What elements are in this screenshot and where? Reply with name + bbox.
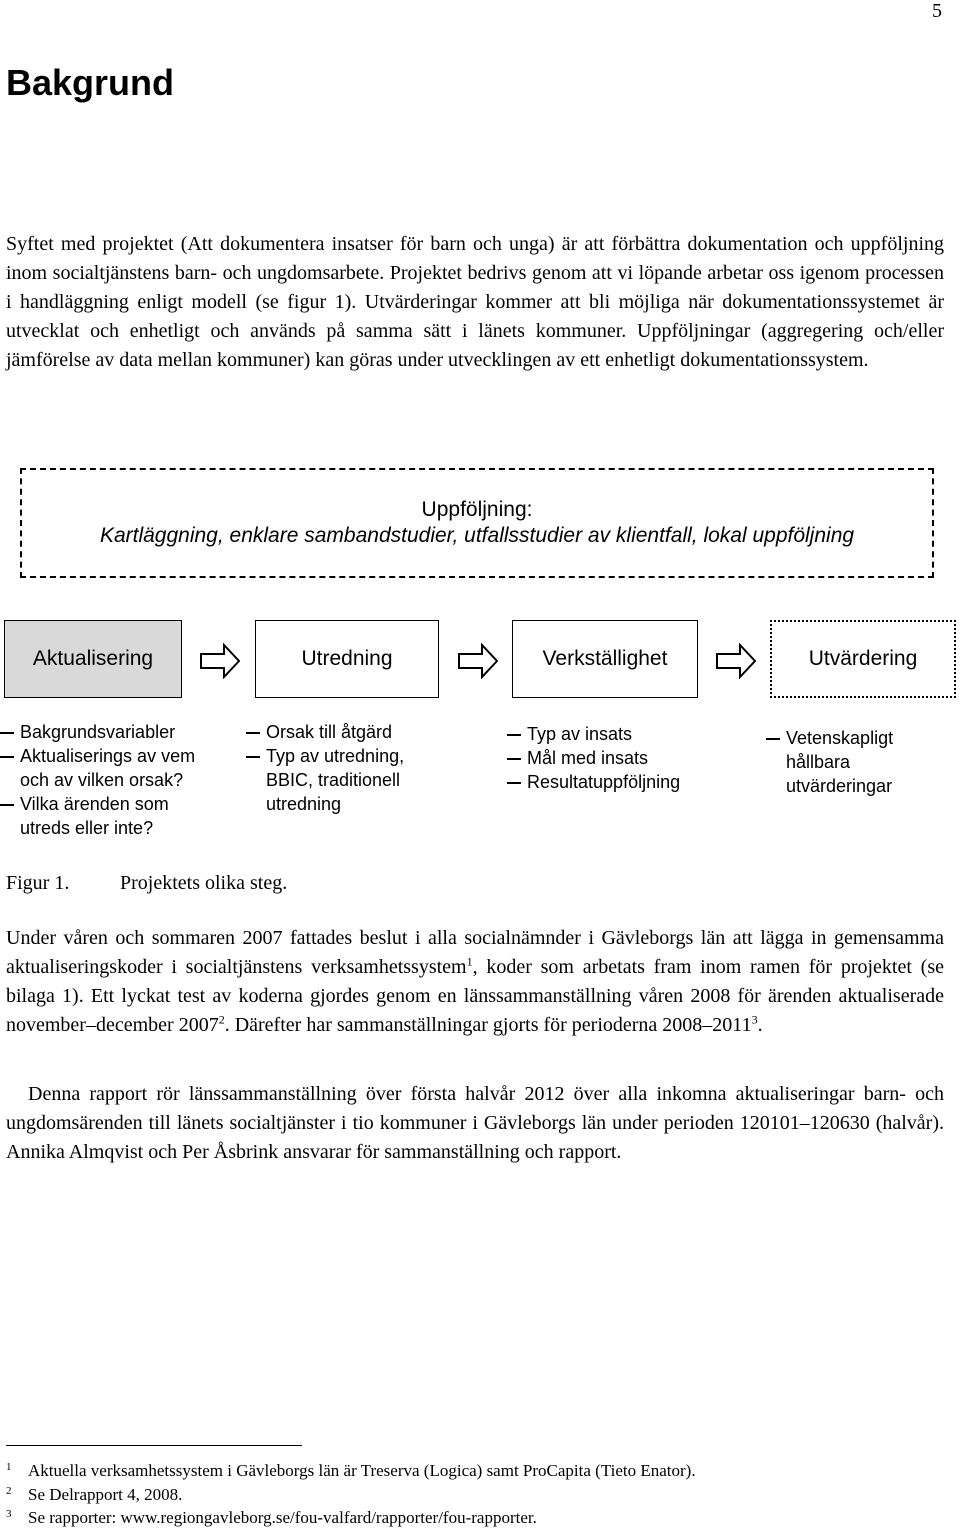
- list-item: Aktualiserings av vem och av vilken orsak?: [0, 744, 215, 792]
- step-utredning: Utredning: [255, 620, 439, 698]
- footnote-divider: [6, 1445, 302, 1446]
- paragraph-2: [6, 924, 944, 1040]
- list-utredning: [246, 720, 446, 816]
- step-utvardering: Utvärdering: [770, 620, 956, 698]
- list-utvardering: [766, 726, 960, 798]
- list-item: Resultatuppföljning: [507, 770, 737, 794]
- list-item: Bakgrundsvariabler: [0, 720, 215, 744]
- list-item: Orsak till åtgärd: [246, 720, 446, 744]
- page-number: 5: [932, 0, 942, 22]
- footnote: [6, 1484, 182, 1506]
- footnote-text: Aktuella verksamhetssystem i Gävleborgs län är Treserva (Logica) samt ProCapita (Tieto Enator).: [28, 1461, 696, 1480]
- footnote-text: Se Delrapport 4, 2008.: [28, 1485, 183, 1504]
- footnote-ref: 2: [218, 1012, 225, 1027]
- caption-label: Figur 1.: [6, 872, 70, 894]
- list-item: Vilka ärenden som utreds eller inte?: [0, 792, 215, 840]
- list-item: Vetenskapligt hållbara utvärderingar: [766, 726, 960, 798]
- footnote-text: Se rapporter: www.regiongavleborg.se/fou-valfard/rapporter/fou-rapporter.: [28, 1508, 537, 1527]
- list-aktualisering: [0, 720, 215, 840]
- paragraph-text: Under våren och sommaren 2007 fattades beslut i alla socialnämnder i Gävleborgs län att lägga in gemensamma aktualiseringskoder i socialtjänstens verksamhetssystem: [6, 927, 944, 978]
- paragraph-text: . Därefter har sammanställningar gjorts för perioderna 2008–2011: [224, 1014, 752, 1036]
- footnote-ref: 1: [466, 954, 473, 969]
- paragraph-3: Denna rapport rör länssammanställning över första halvår 2012 över alla inkomna aktualiseringar barn- och ungdomsärenden till länets socialtjänster i tio kommuner i Gävleborgs län under perioden 120101–120630 (halvår). Annika Almqvist och Per Åsbrink ansvarar för sammanställning och rapport.: [6, 1083, 944, 1163]
- paragraph-text: , koder som arbetats fram inom ramen för projektet (se bilaga 1). Ett lyckat test av koderna gjordes genom en länssammanställning våren 2008 för ärenden aktualiserade november–december 2007: [6, 956, 944, 1036]
- footnote-ref: 3: [751, 1012, 758, 1027]
- figure-caption: [6, 872, 287, 895]
- footnote-number: 2: [6, 1485, 12, 1497]
- step-aktualisering: Aktualisering: [4, 620, 182, 698]
- list-item: Typ av insats: [507, 722, 737, 746]
- arrow-right-icon: [458, 643, 498, 679]
- footnote: [6, 1507, 537, 1529]
- footnote-number: 1: [6, 1461, 12, 1473]
- step-verkstallighet: Verkställighet: [512, 620, 698, 698]
- arrow-right-icon: [716, 643, 756, 679]
- list-verkstallighet: [507, 722, 737, 794]
- list-item: Mål med insats: [507, 746, 737, 770]
- section-heading: Bakgrund: [6, 62, 175, 103]
- followup-box: [20, 468, 934, 578]
- followup-subtitle: Kartläggning, enklare sambandstudier, utfallsstudier av klientfall, lokal uppföljning: [99, 524, 855, 547]
- footnote-number: 3: [6, 1508, 12, 1520]
- footnote: [6, 1460, 696, 1482]
- arrow-right-icon: [200, 643, 240, 679]
- intro-paragraph: Syftet med projektet (Att dokumentera insatser för barn och unga) är att förbättra dokumentation och uppföljning inom socialtjänstens barn- och ungdomsarbete. Projektet bedrivs genom att vi löpande arbetar oss igenom processen i handläggning enligt modell (se figur 1). Utvärderingar kommer att bli möjliga när dokumentationssystemet är utvecklat och enhetligt och används på samma sätt i länets kommuner. Uppföljningar (aggregering och/eller jämförelse av data mellan kommuner) kan göras under utvecklingen av ett enhetligt dokumentationssystem.: [6, 233, 944, 371]
- paragraph-text: .: [757, 1014, 763, 1036]
- followup-title: Uppföljning:: [421, 498, 533, 521]
- list-item: Typ av utredning, BBIC, traditionell utredning: [246, 744, 446, 816]
- caption-text: Projektets olika steg.: [120, 872, 288, 894]
